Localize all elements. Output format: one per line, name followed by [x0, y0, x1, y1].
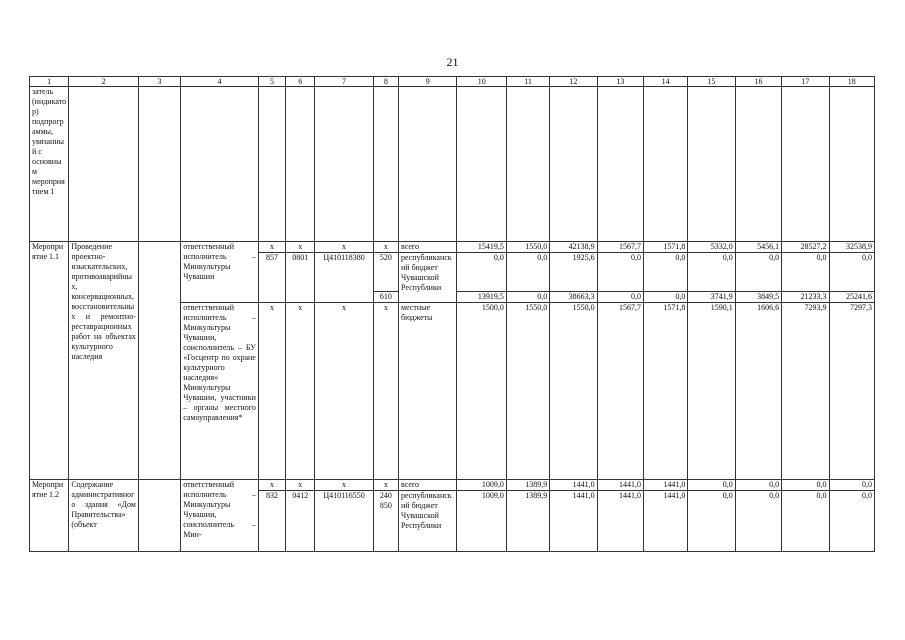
- col-header: 9: [399, 77, 457, 87]
- cell: x: [286, 242, 315, 253]
- value-cell: 0,0: [829, 491, 874, 552]
- cell: 520: [373, 253, 398, 292]
- col-header: 16: [735, 77, 781, 87]
- value-cell: 0,0: [597, 253, 643, 292]
- executor-cell: ответственный исполнитель – Минкультуры Чувашии: [181, 242, 259, 303]
- col-header: 15: [688, 77, 735, 87]
- funding-source: республиканский бюджет Чувашской Республики: [399, 253, 457, 303]
- value-cell: 1567,7: [597, 303, 643, 480]
- value-cell: 3849,5: [735, 292, 781, 303]
- value-cell: 1009,0: [457, 480, 506, 491]
- cell: x: [286, 480, 315, 491]
- col-header: 11: [506, 77, 549, 87]
- value-cell: 0,0: [644, 292, 688, 303]
- cell: x: [315, 303, 373, 480]
- value-cell: 1441,0: [644, 480, 688, 491]
- col-header: 14: [644, 77, 688, 87]
- value-cell: 1441,0: [550, 480, 597, 491]
- event-label: Мероприятие 1.1: [30, 242, 69, 480]
- value-cell: 28527,2: [782, 242, 829, 253]
- col-header: 6: [286, 77, 315, 87]
- funding-source: всего: [399, 242, 457, 253]
- value-cell: 0,0: [782, 253, 829, 292]
- value-cell: 1550,0: [506, 303, 549, 480]
- value-cell: 0,0: [829, 480, 874, 491]
- value-cell: 42138,9: [550, 242, 597, 253]
- col-header: 1: [30, 77, 69, 87]
- col-header: 4: [181, 77, 259, 87]
- value-cell: 1009,0: [457, 491, 506, 552]
- value-cell: 0,0: [829, 253, 874, 292]
- intro-row: [30, 87, 875, 242]
- value-cell: 7293,9: [782, 303, 829, 480]
- value-cell: 1389,9: [506, 480, 549, 491]
- cell: x: [373, 242, 398, 253]
- cell: Ц410118380: [315, 253, 373, 303]
- col-header: 5: [258, 77, 285, 87]
- value-cell: 0,0: [597, 292, 643, 303]
- value-cell: 1550,0: [550, 303, 597, 480]
- value-cell: 0,0: [506, 253, 549, 292]
- cell: x: [258, 242, 285, 253]
- value-cell: 1500,0: [457, 303, 506, 480]
- cell: 0801: [286, 253, 315, 303]
- cell: [373, 491, 398, 552]
- value-cell: 1441,0: [644, 491, 688, 552]
- cell: x: [373, 480, 398, 491]
- value-cell: 25241,6: [829, 292, 874, 303]
- cell: 832: [258, 491, 285, 552]
- col-header: 2: [69, 77, 139, 87]
- value-cell: 1550,0: [506, 242, 549, 253]
- cell: x: [315, 242, 373, 253]
- col-header: 10: [457, 77, 506, 87]
- value-cell: 5332,0: [688, 242, 735, 253]
- value-cell: 0,0: [782, 491, 829, 552]
- value-cell: 0,0: [688, 491, 735, 552]
- cell: x: [315, 480, 373, 491]
- cell: x: [286, 303, 315, 480]
- value-cell: 1441,0: [550, 491, 597, 552]
- cell-line: 240: [379, 491, 392, 500]
- value-cell: 5456,1: [735, 242, 781, 253]
- page-number: 21: [446, 55, 459, 69]
- value-cell: 1571,8: [644, 303, 688, 480]
- executor-cell: ответственный исполнитель – Минкультуры Чувашии, соисполнитель – БУ «Госцентр по охране культурного наследия» Минкультуры Чувашии, участники – органы местного самоуправления*: [181, 303, 259, 480]
- executor-cell: ответственный исполнитель – Минкультуры Чувашии, соисполнитель – Мин-: [181, 480, 259, 552]
- value-cell: 0,0: [644, 253, 688, 292]
- col-header: 12: [550, 77, 597, 87]
- value-cell: 3741,9: [688, 292, 735, 303]
- funding-source: всего: [399, 480, 457, 491]
- table-row: [30, 480, 875, 491]
- value-cell: 0,0: [688, 480, 735, 491]
- value-cell: 1441,0: [597, 480, 643, 491]
- value-cell: 1441,0: [597, 491, 643, 552]
- indicator-cell: затель (индикатор) подпрограммы, увязанный с основным мероприятием 1: [30, 87, 69, 242]
- col-header: 7: [315, 77, 373, 87]
- value-cell: 0,0: [735, 480, 781, 491]
- col-header: 18: [829, 77, 874, 87]
- cell: 0412: [286, 491, 315, 552]
- cell: x: [258, 480, 285, 491]
- header-row: [30, 77, 875, 87]
- value-cell: 7297,3: [829, 303, 874, 480]
- value-cell: 13919,5: [457, 292, 506, 303]
- value-cell: 15419,5: [457, 242, 506, 253]
- value-cell: 1567,7: [597, 242, 643, 253]
- col-header: 13: [597, 77, 643, 87]
- cell: x: [373, 303, 398, 480]
- cell-line: 850: [379, 501, 392, 510]
- cell: 610: [373, 292, 398, 303]
- value-cell: 1571,8: [644, 242, 688, 253]
- cell: x: [258, 303, 285, 480]
- event-label: Мероприятие 1.2: [30, 480, 69, 552]
- value-cell: 32538,9: [829, 242, 874, 253]
- event-name: Содержание административного здания «Дом Правительства» (объект: [69, 480, 139, 552]
- value-cell: 1606,6: [735, 303, 781, 480]
- value-cell: 1590,1: [688, 303, 735, 480]
- col-header: 8: [373, 77, 398, 87]
- value-cell: 0,0: [457, 253, 506, 292]
- value-cell: 0,0: [735, 253, 781, 292]
- value-cell: 1389,9: [506, 491, 549, 552]
- col-header: 3: [138, 77, 180, 87]
- value-cell: 0,0: [506, 292, 549, 303]
- table-row: [30, 242, 875, 253]
- value-cell: 0,0: [735, 491, 781, 552]
- value-cell: 21233,3: [782, 292, 829, 303]
- cell: Ц410116550: [315, 491, 373, 552]
- funding-source: местные бюджеты: [399, 303, 457, 480]
- funding-source: республиканский бюджет Чувашской Республики: [399, 491, 457, 552]
- value-cell: 0,0: [782, 480, 829, 491]
- value-cell: 38663,3: [550, 292, 597, 303]
- value-cell: 1925,6: [550, 253, 597, 292]
- value-cell: 0,0: [688, 253, 735, 292]
- col-header: 17: [782, 77, 829, 87]
- cell: 857: [258, 253, 285, 303]
- budget-table: [29, 76, 875, 552]
- event-name: Проведение проектно-изыскательских, противоаварийных, консервационных, восстановительных и ремонтно-реставрационных работ на объектах культурного наследия: [69, 242, 139, 480]
